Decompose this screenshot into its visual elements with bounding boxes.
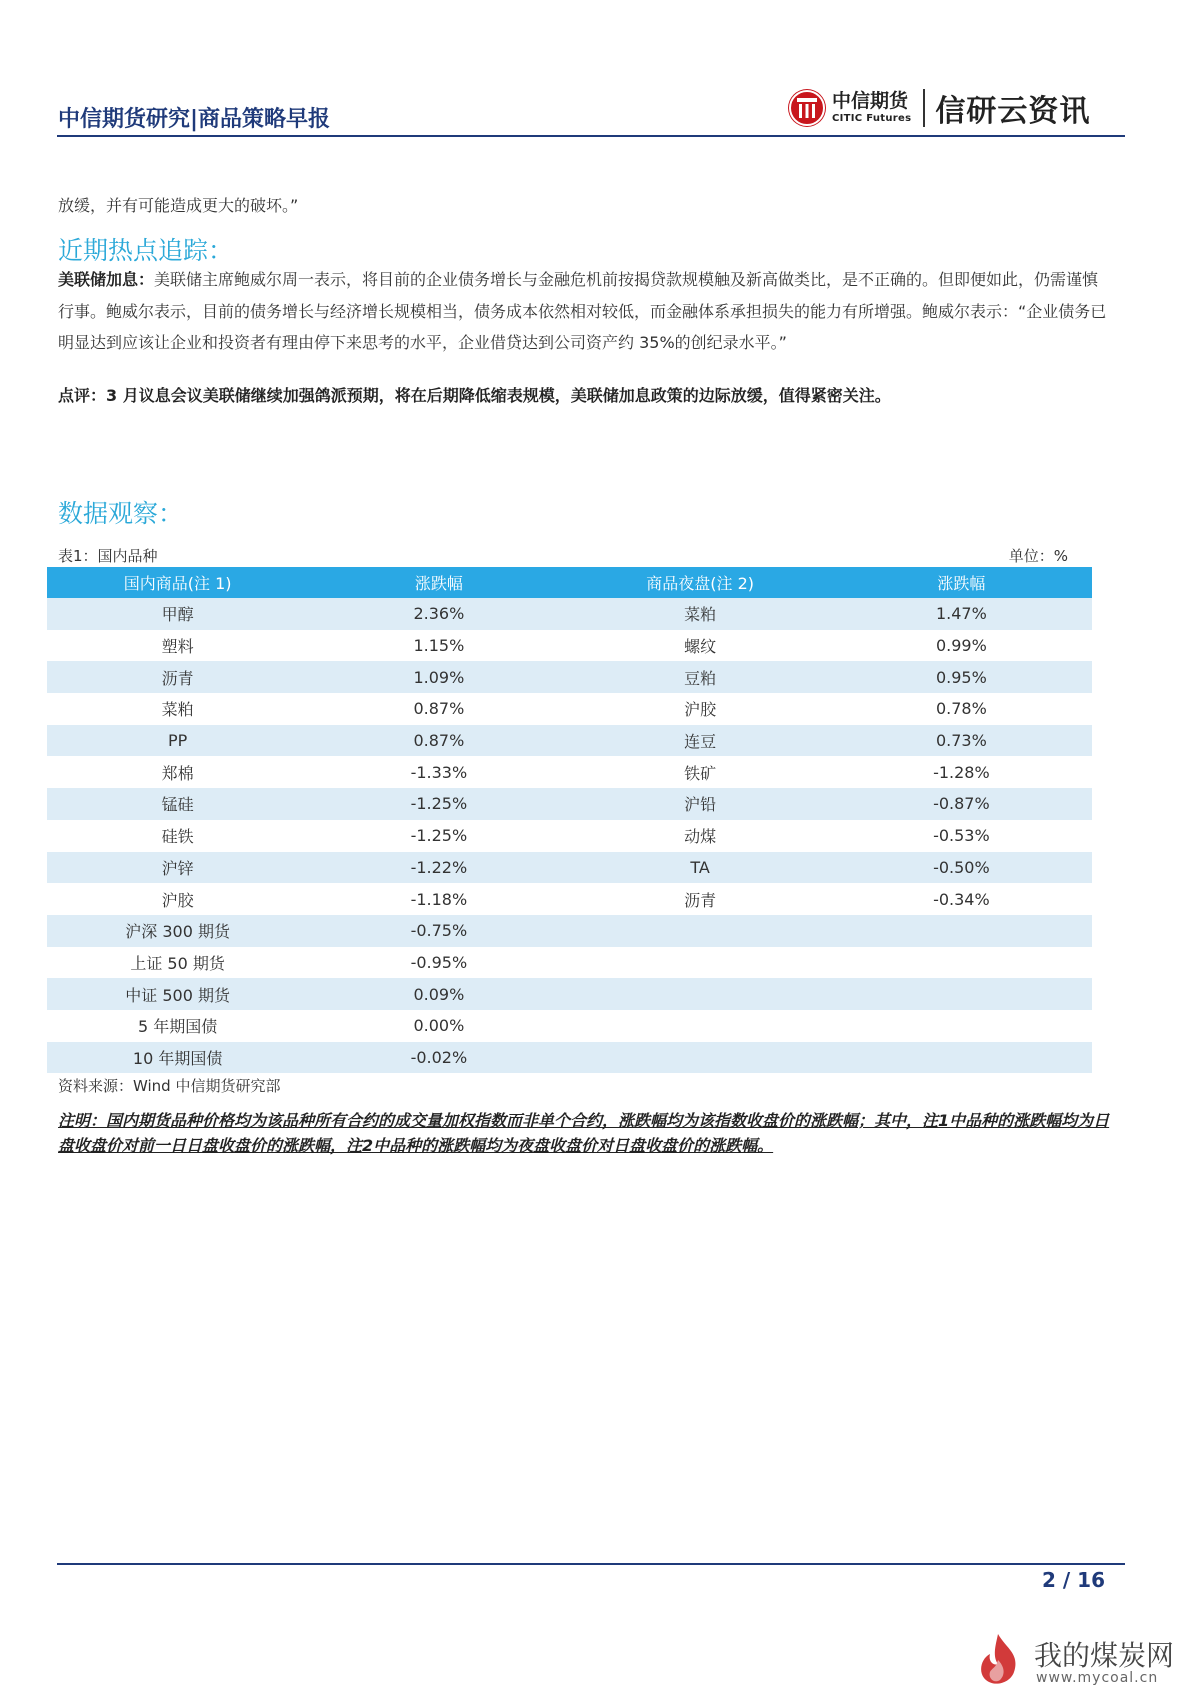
cell-night-change: -0.34%	[831, 883, 1092, 915]
cell-domestic-change: -0.75%	[308, 915, 569, 947]
hotspot-body: 美联储主席鲍威尔周一表示，将目前的企业债务增长与金融危机前按揭贷款规模触及新高做类比，是不正确的。但即便如此，仍需谨慎行事。鲍威尔表示，目前的债务增长与经济增长规模相当，债务成本依然相对较低，而金融体系承担损失的能力有所增强。鲍威尔表示：“企业债务已明显达到应该让企业和投资者有理由停下来思考的水平，企业借贷达到公司资产约 35%的创纪录水平。”	[58, 270, 1107, 352]
cell-night-change	[831, 947, 1092, 979]
cell-night-name: 沪胶	[570, 693, 831, 725]
table-caption: 表1：国内品种	[58, 547, 158, 565]
table-row	[47, 1042, 1092, 1074]
mycoal-watermark	[968, 1630, 1188, 1690]
cell-domestic-name: 硅铁	[47, 820, 308, 852]
cell-night-change: 0.78%	[831, 693, 1092, 725]
cell-night-name: 沪铅	[570, 788, 831, 820]
cell-domestic-change: -1.22%	[308, 852, 569, 884]
cell-night-name	[570, 915, 831, 947]
cell-domestic-name: 5 年期国债	[47, 1010, 308, 1042]
watermark-cn: 我的煤炭网	[1034, 1639, 1175, 1672]
cell-night-name	[570, 1010, 831, 1042]
data-source: 资料来源：Wind 中信期货研究部	[58, 1077, 281, 1095]
footer-rule	[57, 1563, 1125, 1565]
hotspot-paragraph	[58, 264, 1108, 359]
cell-night-name: 螺纹	[570, 630, 831, 662]
cell-night-name: 动煤	[570, 820, 831, 852]
cell-domestic-name: 沪深 300 期货	[47, 915, 308, 947]
cell-night-change: 0.99%	[831, 630, 1092, 662]
table-row	[47, 1010, 1092, 1042]
cell-night-change: -0.53%	[831, 820, 1092, 852]
cell-night-name: 豆粕	[570, 661, 831, 693]
commodity-change-table	[47, 567, 1092, 1073]
hotspot-comment: 点评：3 月议息会议美联储继续加强鸽派预期，将在后期降低缩表规模，美联储加息政策的边际放缓，值得紧密关注。	[58, 386, 891, 405]
data-section-heading: 数据观察：	[58, 499, 184, 528]
cell-night-change	[831, 978, 1092, 1010]
table-row	[47, 947, 1092, 979]
cell-domestic-name: 锰硅	[47, 788, 308, 820]
hotspot-label: 美联储加息：	[58, 270, 155, 289]
table-row	[47, 852, 1092, 884]
cell-domestic-change: 1.09%	[308, 661, 569, 693]
cell-domestic-name: 塑料	[47, 630, 308, 662]
table-row	[47, 598, 1092, 630]
cell-domestic-change: -0.95%	[308, 947, 569, 979]
cell-night-name: 沥青	[570, 883, 831, 915]
table-row	[47, 788, 1092, 820]
table-note: 注明：国内期货品种价格均为该品种所有合约的成交量加权指数而非单个合约，涨跌幅均为该指数收盘价的涨跌幅；其中，注1中品种的涨跌幅均为日盘收盘价对前一日日盘收盘价的涨跌幅，注2中品种的涨跌幅均为夜盘收盘价对日盘收盘价的涨跌幅。	[58, 1111, 1110, 1155]
cell-night-change: 0.95%	[831, 661, 1092, 693]
logo-en-name: CITIC Futures	[832, 113, 912, 124]
header-rule	[57, 135, 1125, 137]
table-unit: 单位：%	[1008, 547, 1068, 565]
citic-logo	[788, 86, 1128, 130]
cell-domestic-name: 沪锌	[47, 852, 308, 884]
cell-night-name	[570, 1042, 831, 1074]
table-header-row	[47, 567, 1092, 598]
cell-domestic-name: 郑棉	[47, 756, 308, 788]
cell-domestic-change: 1.15%	[308, 630, 569, 662]
cell-domestic-name: 10 年期国债	[47, 1042, 308, 1074]
cell-night-change: 0.73%	[831, 725, 1092, 757]
cell-domestic-name: 菜粕	[47, 693, 308, 725]
cell-night-name: 铁矿	[570, 756, 831, 788]
cell-night-name: 菜粕	[570, 598, 831, 630]
cell-night-name	[570, 947, 831, 979]
page-number: 2 / 16	[1042, 1568, 1105, 1592]
cell-domestic-name: 沥青	[47, 661, 308, 693]
cell-night-change	[831, 1042, 1092, 1074]
cell-domestic-change: -0.02%	[308, 1042, 569, 1074]
cell-night-change: 1.47%	[831, 598, 1092, 630]
cell-domestic-change: 2.36%	[308, 598, 569, 630]
table-row	[47, 693, 1092, 725]
cell-domestic-change: -1.25%	[308, 820, 569, 852]
cell-domestic-change: -1.18%	[308, 883, 569, 915]
citic-emblem-icon	[788, 89, 826, 127]
col-header-domestic: 国内商品(注 1)	[47, 567, 308, 598]
brand-name: 信研云资讯	[935, 94, 1091, 129]
cell-night-change: -1.28%	[831, 756, 1092, 788]
table-row	[47, 978, 1092, 1010]
col-header-night: 商品夜盘(注 2)	[570, 567, 831, 598]
table-row	[47, 883, 1092, 915]
table-row	[47, 756, 1092, 788]
cell-domestic-change: -1.33%	[308, 756, 569, 788]
table-row	[47, 630, 1092, 662]
logo-text	[832, 92, 911, 124]
cell-domestic-name: PP	[47, 725, 308, 757]
cell-domestic-change: 0.09%	[308, 978, 569, 1010]
report-header-title: 中信期货研究|商品策略早报	[58, 107, 331, 132]
cell-night-name: 连豆	[570, 725, 831, 757]
cell-domestic-name: 甲醇	[47, 598, 308, 630]
table-row	[47, 725, 1092, 757]
logo-divider	[923, 89, 925, 127]
cell-night-change: -0.50%	[831, 852, 1092, 884]
intro-paragraph: 放缓，并有可能造成更大的破坏。”	[58, 196, 299, 215]
cell-domestic-name: 中证 500 期货	[47, 978, 308, 1010]
cell-night-name: TA	[570, 852, 831, 884]
watermark-url: www.mycoal.cn	[1036, 1670, 1159, 1686]
flame-logo-icon	[968, 1630, 1028, 1690]
table-row	[47, 661, 1092, 693]
cell-domestic-name: 上证 50 期货	[47, 947, 308, 979]
table-body	[47, 598, 1092, 1073]
cell-domestic-change: 0.87%	[308, 725, 569, 757]
col-header-change: 涨跌幅	[308, 567, 569, 598]
cell-domestic-change: 0.00%	[308, 1010, 569, 1042]
table-caption-row	[58, 545, 1068, 566]
cell-night-change	[831, 1010, 1092, 1042]
table-row	[47, 915, 1092, 947]
cell-night-name	[570, 978, 831, 1010]
cell-domestic-change: 0.87%	[308, 693, 569, 725]
hotspot-heading: 近期热点追踪：	[58, 236, 234, 265]
cell-domestic-change: -1.25%	[308, 788, 569, 820]
cell-night-change: -0.87%	[831, 788, 1092, 820]
logo-cn-name: 中信期货	[832, 90, 909, 112]
table-row	[47, 820, 1092, 852]
cell-domestic-name: 沪胶	[47, 883, 308, 915]
cell-night-change	[831, 915, 1092, 947]
col-header-night-change: 涨跌幅	[831, 567, 1092, 598]
